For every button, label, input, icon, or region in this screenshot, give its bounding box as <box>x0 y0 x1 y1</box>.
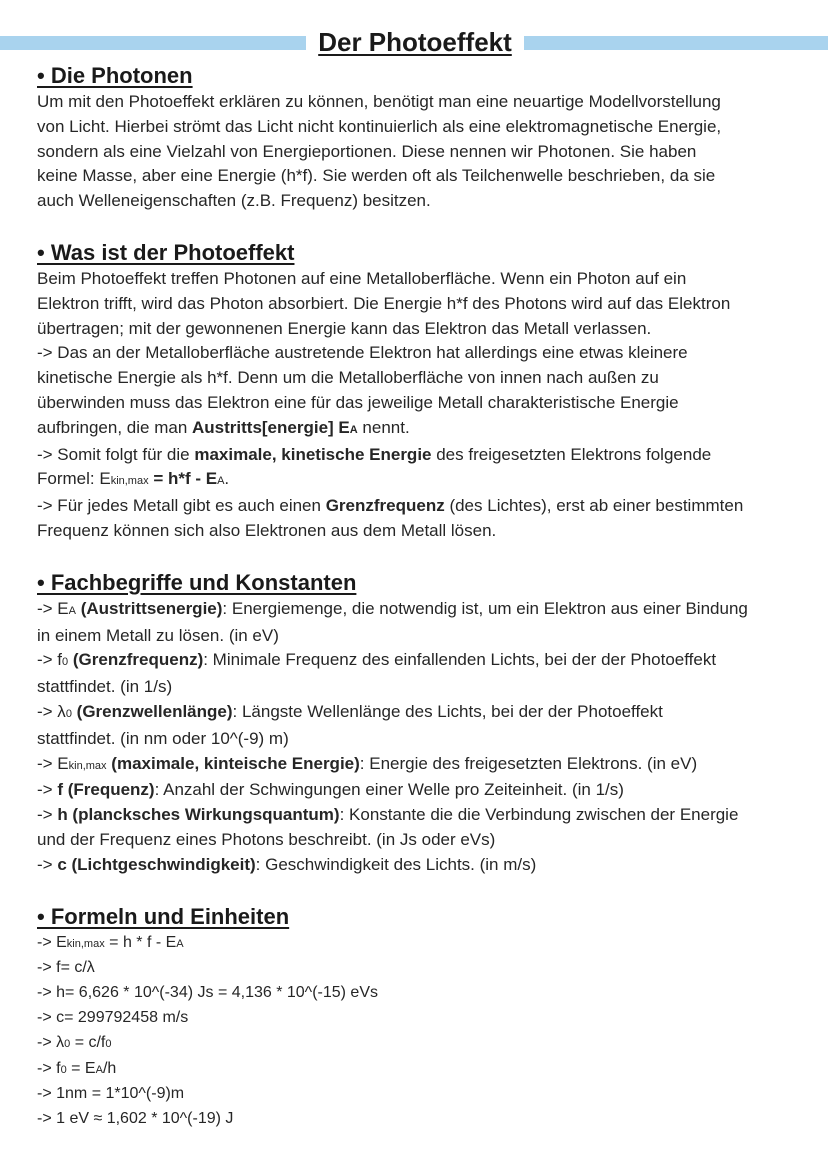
subscript: 0 <box>64 1037 71 1050</box>
subscript: A <box>349 423 358 436</box>
text-line <box>37 416 807 443</box>
formeln-list <box>37 931 807 1132</box>
bold-term: Austritts[energie] E <box>192 417 350 437</box>
text-span: -> f <box>37 650 63 670</box>
text-line: auch Welleneigenschaften (z.B. Frequenz) besitzen. <box>37 191 431 211</box>
term-f <box>37 778 807 803</box>
text-span: -> λ <box>37 701 66 721</box>
heading-photoeffekt: • Was ist der Photoeffekt <box>37 239 295 265</box>
bold-term: maximale, kinetische Energie <box>194 444 432 464</box>
text-span: -> E <box>37 933 67 951</box>
formula-line <box>37 1057 807 1083</box>
term-f0 <box>37 648 807 675</box>
bold-term: c (Lichtgeschwindigkeit) <box>57 854 256 874</box>
text-span: : Längste Wellenlänge des Lichts, bei der der Photoeffekt <box>232 701 663 721</box>
text-span: -> f <box>37 1059 61 1077</box>
text-span: = c/f <box>70 1033 106 1051</box>
text-span: : Anzahl der Schwingungen einer Welle pro Zeiteinheit. (in 1/s) <box>154 780 624 800</box>
bold-term: h (plancksches Wirkungsquantum) <box>57 805 340 825</box>
formula-line <box>37 931 807 957</box>
text-span: = E <box>66 1059 96 1077</box>
text-span: -> E <box>37 753 69 773</box>
subscript: A <box>68 604 76 617</box>
formula-line: -> h= 6,626 * 10^(-34) Js = 4,136 * 10^(-15) eVs <box>37 984 378 1002</box>
text-line: sondern als eine Vielzahl von Energieportionen. Diese nennen wir Photonen. Sie haben <box>37 141 697 161</box>
title-row <box>0 26 828 60</box>
text-span: Formel: E <box>37 469 111 489</box>
text-span: -> E <box>37 598 69 618</box>
fachbegriffe-text <box>37 597 807 878</box>
text-line: stattfindet. (in 1/s) <box>37 677 173 697</box>
text-line: Um mit den Photoeffekt erklären zu können, benötigt man eine neuartige Modellvorstellung <box>37 92 721 111</box>
text-line: übertragen; mit der gewonnenen Energie kann das Elektron das Metall verlassen. <box>37 318 652 338</box>
section-photoeffekt <box>37 239 807 544</box>
formula-line <box>37 467 807 494</box>
subscript: A <box>95 1063 103 1076</box>
subscript: A <box>176 937 184 950</box>
text-span: -> <box>37 854 58 874</box>
heading-fachbegriffe: • Fachbegriffe und Konstanten <box>37 569 357 595</box>
section-formeln <box>37 903 807 1132</box>
text-span: . <box>224 469 230 489</box>
text-line: und der Frequenz eines Photons beschreibt. (in Js oder eVs) <box>37 829 496 849</box>
text-line: kinetische Energie als h*f. Denn um die Metalloberfläche von innen nach außen zu <box>37 368 659 388</box>
term-lambda0 <box>37 700 807 727</box>
formula-line: -> f= c/λ <box>37 959 95 977</box>
text-line: Frequenz können sich also Elektronen aus dem Metall lösen. <box>37 520 497 540</box>
text-span: : Konstante die die Verbindung zwischen der Energie <box>339 805 739 825</box>
subscript: 0 <box>62 656 69 669</box>
heading-photonen: • Die Photonen <box>37 63 193 88</box>
term-ea <box>37 597 807 624</box>
page-title: Der Photoeffekt <box>318 27 512 57</box>
bold-term: (Austrittsenergie) <box>76 598 223 618</box>
bold-term: = h*f - E <box>148 469 218 489</box>
text-line: Elektron trifft, wird das Photon absorbiert. Die Energie h*f des Photons wird auf das Elektron <box>37 293 731 313</box>
text-span: -> Für jedes Metall gibt es auch einen <box>37 496 326 516</box>
text-span: -> λ <box>37 1033 65 1051</box>
text-span: /h <box>102 1059 117 1077</box>
subscript: 0 <box>60 1063 67 1076</box>
subscript: A <box>217 475 225 488</box>
text-span: = h * f - E <box>104 933 177 951</box>
section-photonen <box>37 62 807 214</box>
term-c <box>37 853 807 878</box>
text-line: -> Das an der Metalloberfläche austretende Elektron hat allerdings eine etwas kleinere <box>37 343 688 363</box>
text-line: stattfindet. (in nm oder 10^(-9) m) <box>37 728 289 748</box>
text-line: Beim Photoeffekt treffen Photonen auf eine Metalloberfläche. Wenn ein Photon auf ein <box>37 268 687 288</box>
text-span: -> Somit folgt für die <box>37 444 195 464</box>
text-line: keine Masse, aber eine Energie (h*f). Sie werden oft als Teilchenwelle beschrieben, da sie <box>37 166 716 186</box>
text-span: aufbringen, die man <box>37 417 192 437</box>
term-ekin <box>37 752 807 779</box>
title-bar-left <box>0 36 306 50</box>
text-span: : Energie des freigesetzten Elektrons. (in eV) <box>359 753 698 773</box>
bold-term: Grenzfrequenz <box>325 496 445 516</box>
bold-term: (Grenzfrequenz) <box>68 650 204 670</box>
text-line <box>37 494 807 519</box>
term-h <box>37 803 807 828</box>
subscript: kin,max <box>66 937 105 950</box>
formula-line: -> c= 299792458 m/s <box>37 1008 189 1026</box>
heading-formeln: • Formeln und Einheiten <box>37 903 290 929</box>
text-span: : Energiemenge, die notwendig ist, um ein Elektron aus einer Bindung <box>222 598 748 618</box>
subscript: kin,max <box>68 759 107 772</box>
text-line <box>37 443 807 468</box>
bold-term: (maximale, kinteische Energie) <box>106 753 360 773</box>
text-line: überwinden muss das Elektron eine für das jeweilige Metall charakteristische Energie <box>37 392 679 412</box>
text-span: (des Lichtes), erst ab einer bestimmten <box>444 496 744 516</box>
text-span: des freigesetzten Elektrons folgende <box>431 444 712 464</box>
title-bar-right <box>524 36 828 50</box>
photonen-text <box>37 90 807 214</box>
subscript: kin,max <box>110 475 149 488</box>
formula-line: -> 1nm = 1*10^(-9)m <box>37 1085 185 1103</box>
formula-line: -> 1 eV ≈ 1,602 * 10^(-19) J <box>37 1110 234 1128</box>
photoeffekt-text <box>37 267 807 544</box>
subscript: 0 <box>65 707 72 720</box>
section-fachbegriffe <box>37 569 807 878</box>
text-line: in einem Metall zu lösen. (in eV) <box>37 625 279 645</box>
bold-term: f (Frequenz) <box>57 780 155 800</box>
text-line: von Licht. Hierbei strömt das Licht nicht kontinuierlich als eine elektromagnetische Energie, <box>37 116 722 136</box>
subscript: 0 <box>105 1037 112 1050</box>
text-span: -> <box>37 805 58 825</box>
bold-term: (Grenzwellenlänge) <box>71 701 233 721</box>
formula-line <box>37 1031 807 1057</box>
text-span: nennt. <box>357 417 410 437</box>
document-body <box>37 62 807 1157</box>
text-span: : Geschwindigkeit des Lichts. (in m/s) <box>255 854 537 874</box>
text-span: -> <box>37 780 58 800</box>
text-span: : Minimale Frequenz des einfallenden Lichts, bei der der Photoeffekt <box>203 650 717 670</box>
